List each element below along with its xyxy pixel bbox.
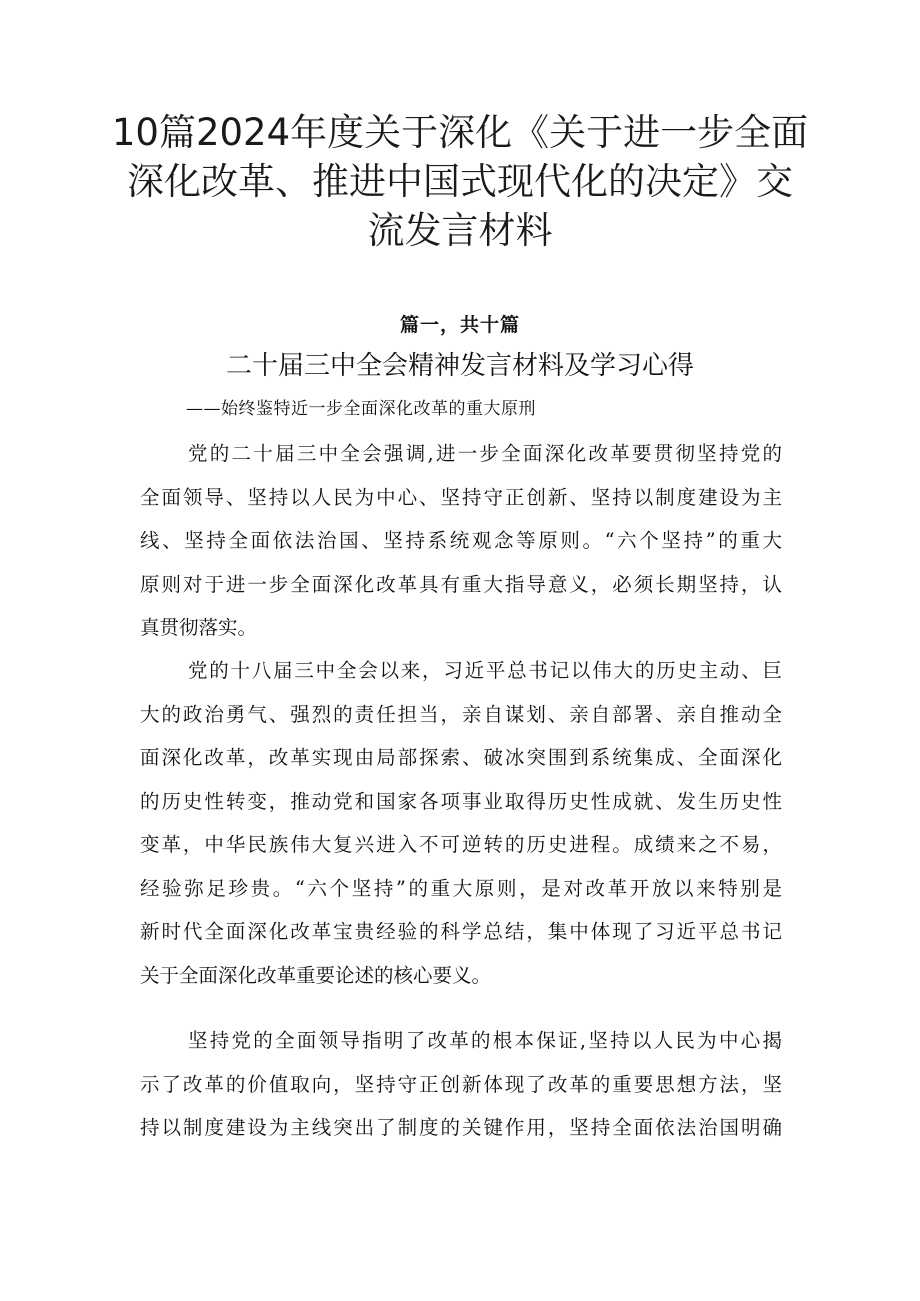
paragraph-line: 新时代全面深化改革宝贵经验的科学总结，集中体现了习近平总书记 xyxy=(140,920,782,943)
paragraph-line: 党的二十届三中全会强调,进一步全面深化改革要贯彻坚持党的 xyxy=(188,442,782,465)
paragraph-2 xyxy=(140,649,782,997)
paragraph-line: 全面领导、坚持以人民为中心、坚持守正创新、坚持以制度建设为主 xyxy=(140,485,782,509)
section-label: 篇一，共十篇 xyxy=(399,314,520,336)
paragraph-line: 原则对于进一步全面深化改革具有重大指导意义，必须长期坚持，认 xyxy=(140,572,782,596)
paragraph-line: 经验弥足珍贵。“六个坚持”的重大原则，是对改革开放以来特别是 xyxy=(140,876,782,900)
paragraph-line: 面深化改革，改革实现由局部探索、破冰突围到系统集成、全面深化 xyxy=(140,746,782,769)
paragraph-3 xyxy=(140,1019,782,1150)
paragraph-line: 关于全面深化改革重要论述的核心要义。 xyxy=(140,963,492,987)
title-line: 深化改革、推进中国式现代化的决定》交 xyxy=(127,160,793,203)
paragraph-line: 大的政治勇气、强烈的责任担当，亲自谋划、亲自部署、亲自推动全 xyxy=(140,702,782,726)
paragraph-line: 坚持党的全面领导指明了改革的根本保证,坚持以人民为中心揭 xyxy=(188,1029,782,1052)
title-line: 流发言材料 xyxy=(367,209,553,252)
section-sub-subtitle: ——始终鉴特近一步全面深化改革的重大原刑 xyxy=(186,399,536,419)
paragraph-line: 变革，中华民族伟大复兴进入不可逆转的历史进程。成绩来之不易， xyxy=(140,833,782,856)
paragraph-line: 的历史性转变，推动党和国家各项事业取得历史性成就、发生历史性 xyxy=(140,789,782,813)
title-line: 10篇2024年度关于深化《关于进一步全面 xyxy=(111,111,809,154)
paragraph-line: 示了改革的价值取向，坚持守正创新体现了改革的重要思想方法，坚 xyxy=(140,1072,782,1096)
paragraph-1 xyxy=(140,432,782,650)
paragraph-line: 持以制度建设为主线突出了制度的关键作用，坚持全面依法治国明确 xyxy=(140,1116,782,1139)
paragraph-line: 党的十八届三中全会以来，习近平总书记以伟大的历史主动、巨 xyxy=(188,659,782,682)
paragraph-line: 线、坚持全面依法治国、坚持系统观念等原则。“六个坚持”的重大 xyxy=(140,529,782,552)
section-subtitle: 二十届三中全会精神发言材料及学习心得 xyxy=(225,351,694,381)
paragraph-line: 真贯彻落实。 xyxy=(140,616,258,639)
document-title xyxy=(80,108,840,255)
